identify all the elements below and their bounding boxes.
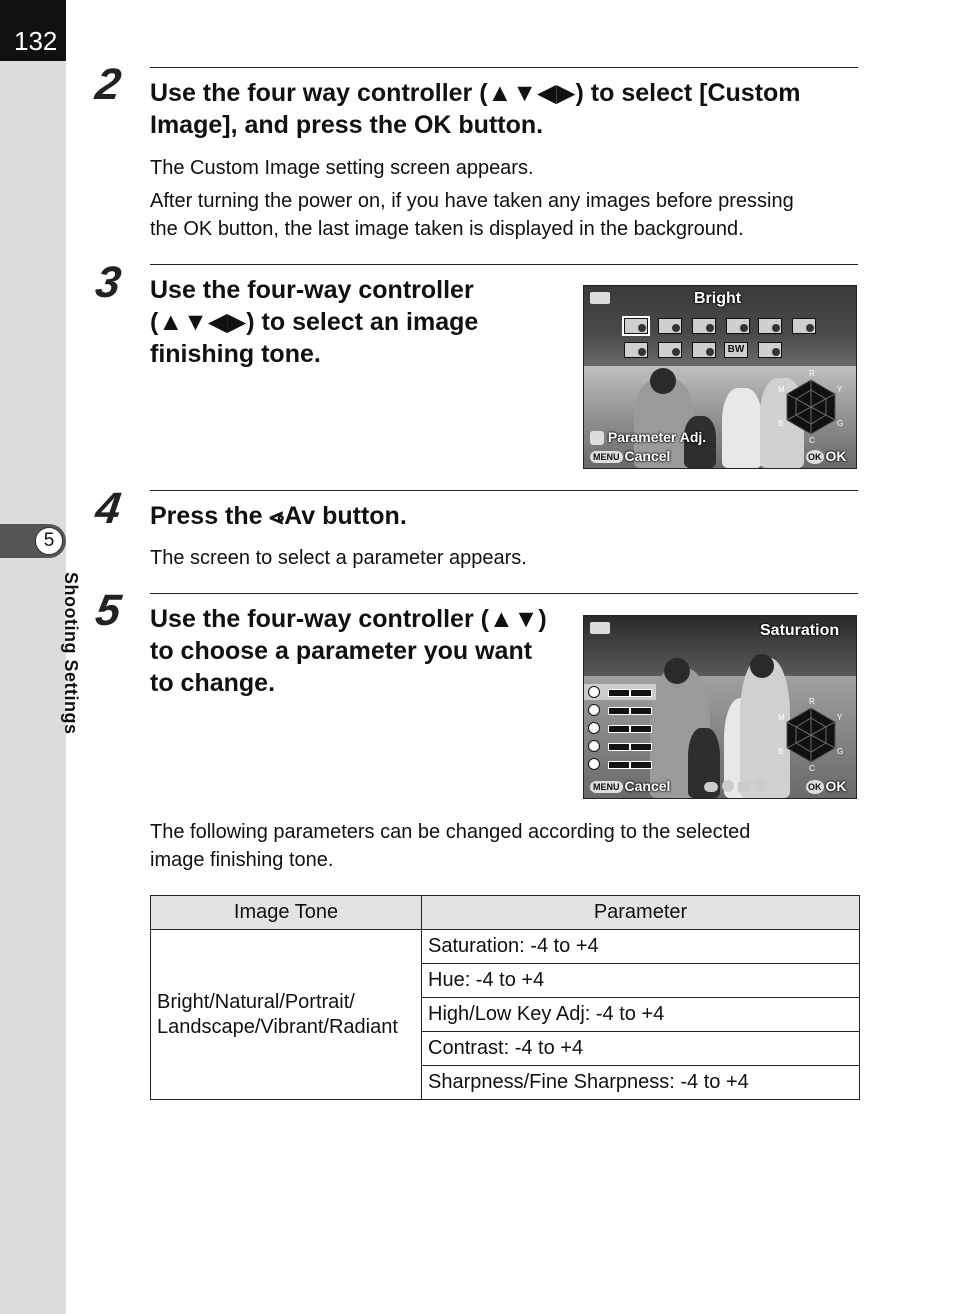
radar-label-r: R xyxy=(809,369,815,378)
color-radar-chart-icon xyxy=(778,696,844,772)
tone-natural-icon[interactable] xyxy=(658,318,682,334)
param-cell: Sharpness/Fine Sharpness: -4 to +4 xyxy=(422,1066,860,1100)
ok-label: OK xyxy=(825,778,847,794)
parameters-intro-line: image finishing tone. xyxy=(150,849,334,871)
hue-icon xyxy=(588,704,600,716)
param-cell: High/Low Key Adj: -4 to +4 xyxy=(422,998,860,1032)
photo-person-head xyxy=(750,654,774,678)
photo-person-head xyxy=(664,658,690,684)
tone-monochrome-icon[interactable]: BW xyxy=(724,342,748,358)
tone-muted-icon[interactable] xyxy=(624,342,648,358)
step-2-heading-line: Image], and press the OK button. xyxy=(150,111,544,139)
step-5-number: 5 xyxy=(92,586,124,635)
radar-label-y: Y xyxy=(837,385,843,394)
step-4-number: 4 xyxy=(92,484,124,533)
step-3-rule xyxy=(150,264,858,265)
step-2-body: The Custom Image setting screen appears. xyxy=(150,157,534,179)
step-5-heading-line: to choose a parameter you want xyxy=(150,637,533,665)
key-adj-icon xyxy=(588,722,600,734)
radar-label-g: G xyxy=(837,419,844,428)
step-2-heading-line: Use the four way controller (▲▼◀▶) to select [Custom xyxy=(150,79,801,107)
radar-label-c: C xyxy=(809,436,815,444)
cancel-label: Cancel xyxy=(624,778,671,794)
tone-bleach-bypass-icon[interactable] xyxy=(658,342,682,358)
slider-bar xyxy=(608,689,652,697)
step-3-heading xyxy=(150,274,478,370)
menu-badge: MENU xyxy=(590,451,623,463)
radar-label-c: C xyxy=(809,764,815,772)
step-4-rule xyxy=(150,490,858,491)
ok-label: OK xyxy=(825,448,847,464)
saturation-icon xyxy=(588,686,600,698)
parameters-intro xyxy=(150,818,750,874)
tone-vibrant-icon[interactable] xyxy=(758,318,782,334)
parameter-adj-label[interactable] xyxy=(590,429,706,445)
ok-badge: OK xyxy=(808,782,822,793)
parameters-intro-line: The following parameters can be changed according to the selected xyxy=(150,821,751,843)
ok-badge: OK xyxy=(808,452,822,463)
exposure-comp-icon xyxy=(590,431,604,445)
tone-cell xyxy=(151,930,422,1100)
step-2-number: 2 xyxy=(92,60,124,109)
table-header-row xyxy=(151,896,860,930)
param-cell: Hue: -4 to +4 xyxy=(422,964,860,998)
step-4-heading: Press the ⩹Av button. xyxy=(150,502,407,530)
radar-label-g: G xyxy=(837,747,844,756)
tone-radiant-icon[interactable] xyxy=(792,318,816,334)
ok-button[interactable] xyxy=(806,448,847,464)
page-sidebar xyxy=(0,0,66,1314)
parameter-name: Saturation xyxy=(760,622,840,639)
radar-label-b: B xyxy=(778,747,784,756)
tone-landscape-icon[interactable] xyxy=(726,318,750,334)
parameter-table xyxy=(150,895,860,1100)
step-5-heading-line: Use the four-way controller (▲▼) xyxy=(150,605,547,633)
step-2-rule xyxy=(150,67,858,68)
radar-label-y: Y xyxy=(837,713,843,722)
radar-label-b: B xyxy=(778,419,784,428)
tone-cell-line: Landscape/Vibrant/Radiant xyxy=(157,1015,398,1038)
step-3-number: 3 xyxy=(92,258,124,307)
parameter-adj-text: Parameter Adj. xyxy=(607,429,707,445)
tone-name: Bright xyxy=(694,290,742,307)
param-cell: Saturation: -4 to +4 xyxy=(422,930,860,964)
header-parameter: Parameter xyxy=(422,896,860,930)
page-number: 132 xyxy=(14,26,58,56)
step-3-heading-line: (▲▼◀▶) to select an image xyxy=(150,308,479,336)
step-3-heading-line: finishing tone. xyxy=(150,340,321,368)
tone-portrait-icon[interactable] xyxy=(692,318,716,334)
step-2-note-line: After turning the power on, if you have taken any images before pressing xyxy=(150,190,794,212)
step-3-heading-line: Use the four-way controller xyxy=(150,276,474,304)
tone-cross-process-icon[interactable] xyxy=(758,342,782,358)
cancel-button[interactable] xyxy=(590,778,670,794)
step-5-heading-line: to change. xyxy=(150,669,276,697)
camera-screen-parameter xyxy=(583,615,857,799)
sharpness-switch-icon xyxy=(704,779,768,793)
radar-label-m: M xyxy=(778,385,785,394)
step-5-heading xyxy=(150,603,547,699)
tone-reversal-film-icon[interactable] xyxy=(692,342,716,358)
custom-image-icon xyxy=(590,622,610,634)
cancel-button[interactable] xyxy=(590,448,670,464)
step-2-note xyxy=(150,187,794,243)
table-row xyxy=(151,930,860,964)
step-2-heading xyxy=(150,77,801,141)
menu-badge: MENU xyxy=(590,781,623,793)
contrast-icon xyxy=(588,740,600,752)
radar-label-m: M xyxy=(778,713,785,722)
tone-cell-line: Bright/Natural/Portrait/ xyxy=(157,990,355,1013)
header-image-tone: Image Tone xyxy=(151,896,422,930)
slider-bar xyxy=(608,725,652,733)
slider-bar xyxy=(608,743,652,751)
radar-label-r: R xyxy=(809,697,815,706)
step-5-rule xyxy=(150,593,858,594)
custom-image-icon xyxy=(590,292,610,304)
tone-bright-icon[interactable] xyxy=(624,318,648,334)
ok-button[interactable] xyxy=(806,778,847,794)
photo-person-head xyxy=(650,368,676,394)
sharpness-icon xyxy=(588,758,600,770)
chapter-title: Shooting Settings xyxy=(61,572,81,735)
param-cell: Contrast: -4 to +4 xyxy=(422,1032,860,1066)
cancel-label: Cancel xyxy=(624,448,671,464)
chapter-number: 5 xyxy=(35,527,63,555)
slider-bar xyxy=(608,761,652,769)
step-2-note-line: the OK button, the last image taken is displayed in the background. xyxy=(150,218,744,240)
photo-person xyxy=(722,388,762,468)
step-4-body: The screen to select a parameter appears. xyxy=(150,547,527,569)
camera-screen-image-tone xyxy=(583,285,857,469)
color-radar-chart-icon xyxy=(778,368,844,444)
slider-bar xyxy=(608,707,652,715)
